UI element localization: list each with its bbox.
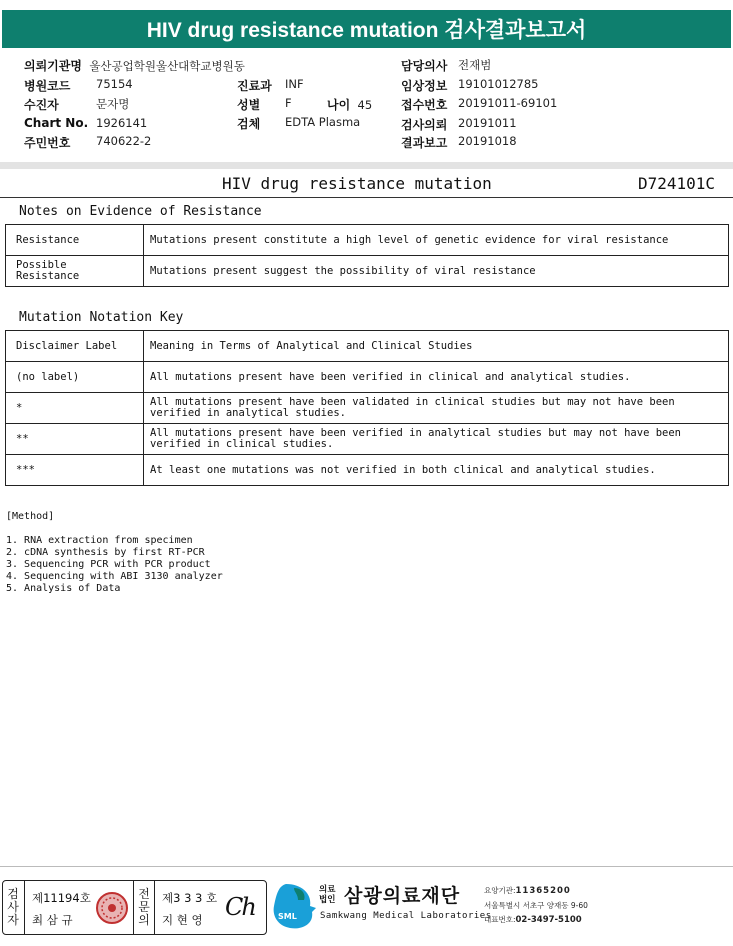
doctor-signature: Ch xyxy=(225,893,255,921)
rrn-label: 주민번호 xyxy=(24,136,71,150)
patient-label: 수진자 xyxy=(24,98,59,112)
org-name: 삼광의료재단 xyxy=(344,885,461,907)
vertical-divider xyxy=(133,881,134,934)
age-label: 나이 xyxy=(327,98,351,112)
method-step: 4. Sequencing with ABI 3130 analyzer xyxy=(6,571,223,582)
vertical-divider xyxy=(154,881,155,934)
table-row xyxy=(6,256,729,287)
notation-text: All mutations present have been verified in analytical studies but may not have been verified in clinical studies. xyxy=(144,424,729,455)
notation-label: *** xyxy=(6,455,144,486)
table-row xyxy=(6,225,729,256)
org-english-name: Samkwang Medical Laboratories xyxy=(320,911,492,921)
logo-text: SML xyxy=(278,912,297,921)
evidence-text: Mutations present suggest the possibility of viral resistance xyxy=(144,256,729,287)
evidence-label: Possible Resistance xyxy=(6,256,144,287)
sex-label: 성별 xyxy=(237,98,261,112)
code-label: 요양기관: xyxy=(484,886,516,895)
tester-name: 최 삼 규 xyxy=(32,913,73,927)
table-header-row xyxy=(6,331,729,362)
phone xyxy=(484,914,582,925)
institution-code xyxy=(484,885,571,896)
age-row xyxy=(327,96,372,113)
doctor-license: 제3 3 3 호 xyxy=(162,891,218,905)
report-date: 20191018 xyxy=(458,134,517,148)
phone-value: 02-3497-5100 xyxy=(515,915,582,925)
hospital-code-value: 75154 xyxy=(96,77,133,91)
tester-label xyxy=(6,888,20,927)
age-value: 45 xyxy=(357,98,373,112)
notation-header-label: Disclaimer Label xyxy=(6,331,144,362)
sml-logo xyxy=(272,882,318,936)
report-date-label: 결과보고 xyxy=(401,136,448,150)
table-row xyxy=(6,393,729,424)
footer-rule xyxy=(0,866,733,867)
tester-label-text: 검사자 xyxy=(7,887,19,927)
signature-box xyxy=(2,880,267,935)
dept-label: 진료과 xyxy=(237,79,272,93)
dept-value: INF xyxy=(285,77,304,91)
notation-text: All mutations present have been validated in clinical studies but may not have been verified in analytical studies. xyxy=(144,393,729,424)
clinical-value: 19101012785 xyxy=(458,77,539,91)
evidence-label: Resistance xyxy=(6,225,144,256)
receipt-label: 접수번호 xyxy=(401,98,448,112)
vertical-divider xyxy=(24,881,25,934)
report-header-title: HIV drug resistance mutation 검사결과보고서 xyxy=(2,10,731,48)
patient-row xyxy=(24,96,130,113)
sex-value: F xyxy=(285,96,292,110)
method-step: 1. RNA extraction from specimen xyxy=(6,535,193,546)
notation-header-text: Meaning in Terms of Analytical and Clinical Studies xyxy=(144,331,729,362)
report-date-row xyxy=(401,134,517,151)
patient-name: 문자명 xyxy=(96,97,130,111)
specimen-value: EDTA Plasma xyxy=(285,115,361,129)
method-step: 3. Sequencing PCR with PCR product xyxy=(6,559,211,570)
report-title: HIV drug resistance mutation xyxy=(222,174,492,193)
method-title: [Method] xyxy=(6,511,55,522)
confirm-label-text: 전문의 xyxy=(138,887,150,927)
evidence-section-title: Notes on Evidence of Resistance xyxy=(19,204,262,219)
clinical-row xyxy=(401,77,539,94)
sex-row xyxy=(237,96,292,113)
code-value: 11365200 xyxy=(515,886,571,896)
notation-label: * xyxy=(6,393,144,424)
table-row xyxy=(6,362,729,393)
rrn-value: 740622-2 xyxy=(96,134,152,148)
tester-license: 제11194호 xyxy=(32,891,91,905)
hospital-code-label: 병원코드 xyxy=(24,79,71,93)
org-type-text: 의료법인 xyxy=(319,885,336,905)
divider-band xyxy=(0,162,733,169)
institution-value: 울산공업학원울산대학교병원동 xyxy=(89,59,245,73)
notation-table xyxy=(5,330,729,486)
chart-number: 1926141 xyxy=(96,116,148,130)
notation-text: All mutations present have been verified in clinical and analytical studies. xyxy=(144,362,729,393)
notation-label: (no label) xyxy=(6,362,144,393)
chart-label: Chart No. xyxy=(24,116,89,130)
clinical-label: 임상정보 xyxy=(401,79,448,93)
title-rule xyxy=(0,197,733,198)
sml-logo-icon xyxy=(272,882,318,932)
doctor-label: 담당의사 xyxy=(401,59,448,73)
confirm-label xyxy=(137,888,151,927)
doctor-row xyxy=(401,57,492,74)
receipt-row xyxy=(401,96,558,113)
report-code: D724101C xyxy=(638,174,716,193)
request-date: 20191011 xyxy=(458,116,517,130)
request-row xyxy=(401,116,517,133)
doctor-value: 전재범 xyxy=(458,58,492,72)
method-step: 2. cDNA synthesis by first RT-PCR xyxy=(6,547,205,558)
phone-label: 대표번호: xyxy=(484,915,516,924)
institution-row xyxy=(24,57,245,74)
notation-section-title: Mutation Notation Key xyxy=(19,310,184,325)
rrn-row xyxy=(24,134,152,151)
chart-row xyxy=(24,116,148,130)
table-row xyxy=(6,424,729,455)
address: 서울특별시 서초구 양재동 9-60 xyxy=(484,901,588,910)
specimen-label: 검체 xyxy=(237,117,261,131)
institution-label: 의뢰기관명 xyxy=(24,59,82,73)
specimen-row xyxy=(237,115,361,132)
method-step: 5. Analysis of Data xyxy=(6,583,121,594)
request-label: 검사의뢰 xyxy=(401,118,448,132)
table-row xyxy=(6,455,729,486)
notation-label: ** xyxy=(6,424,144,455)
evidence-table xyxy=(5,224,729,287)
evidence-text: Mutations present constitute a high level of genetic evidence for viral resistance xyxy=(144,225,729,256)
receipt-value: 20191011-69101 xyxy=(458,96,558,110)
notation-text: At least one mutations was not verified in both clinical and analytical studies. xyxy=(144,455,729,486)
hospital-code-row xyxy=(24,77,133,94)
tester-seal-icon xyxy=(95,891,129,925)
doctor-name: 지 현 영 xyxy=(162,913,203,927)
dept-row xyxy=(237,77,304,94)
org-type xyxy=(319,885,341,905)
